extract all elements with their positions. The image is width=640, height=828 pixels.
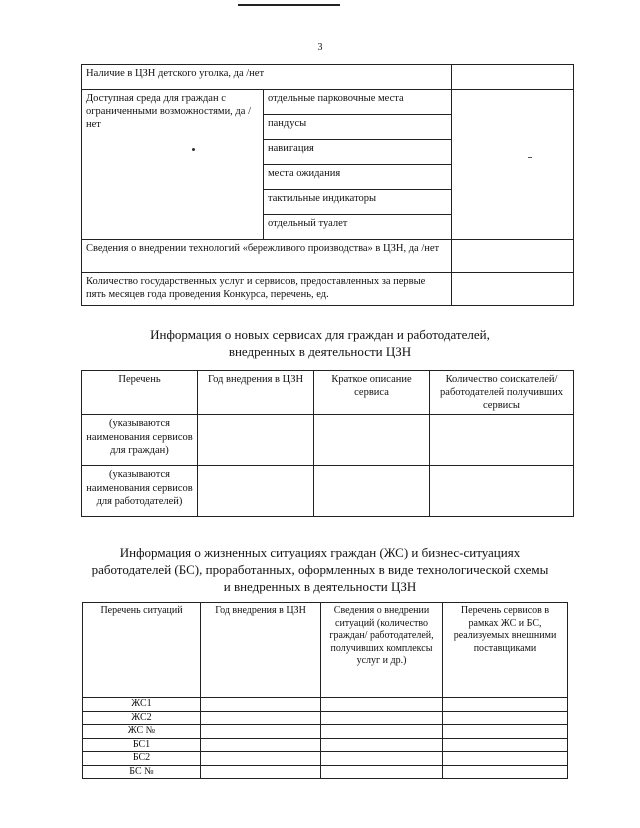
- table-cell: [201, 711, 321, 725]
- row-label: (указываются наименования сервисов для граждан): [82, 415, 198, 466]
- answer-cell: [452, 90, 574, 240]
- heading-line: работодателей (БС), проработанных, оформленных в виде технологической схемы: [91, 562, 549, 577]
- table-row: [82, 273, 574, 306]
- sub-item: места ожидания: [264, 165, 452, 190]
- table-cell: [443, 738, 568, 752]
- scan-speck: [192, 148, 195, 151]
- table-row: [83, 765, 568, 779]
- table-row: [82, 90, 574, 115]
- table-row: [83, 711, 568, 725]
- table-cell: [201, 752, 321, 766]
- table-cell: [198, 415, 314, 466]
- table-row: [83, 725, 568, 739]
- table-cell: [430, 415, 574, 466]
- sub-item: пандусы: [264, 115, 452, 140]
- heading-line: внедренных в деятельности ЦЗН: [228, 344, 412, 359]
- table-row: [83, 738, 568, 752]
- table-row: [82, 240, 574, 273]
- top-scan-line: [238, 4, 340, 6]
- table-row: [82, 466, 574, 517]
- table-cell: [201, 765, 321, 779]
- table-cell: [201, 725, 321, 739]
- center-features-table: [81, 64, 574, 306]
- row-label: ЖС №: [83, 725, 201, 739]
- row-label: БС2: [83, 752, 201, 766]
- table-cell: [321, 698, 443, 712]
- row-label: ЖС2: [83, 711, 201, 725]
- table-cell: [321, 765, 443, 779]
- row-label: БС №: [83, 765, 201, 779]
- table-header-row: [83, 603, 568, 698]
- heading-line: Информация о новых сервисах для граждан и работодателей,: [150, 327, 490, 342]
- table-header-row: [82, 371, 574, 415]
- table-cell: [443, 711, 568, 725]
- table-cell: [201, 698, 321, 712]
- column-header: Перечень ситуаций: [83, 603, 201, 698]
- heading-line: и внедренных в деятельности ЦЗН: [223, 579, 417, 594]
- row-label: Количество государственных услуг и сервисов, предоставленных за первые пять месяцев года проведения Конкурса, перечень, ед.: [82, 273, 452, 306]
- row-label: (указываются наименования сервисов для работодателей): [82, 466, 198, 517]
- table-cell: [321, 752, 443, 766]
- table-cell: [443, 698, 568, 712]
- sub-item: отдельный туалет: [264, 215, 452, 240]
- table-row: [83, 752, 568, 766]
- table-cell: [201, 738, 321, 752]
- sub-item: навигация: [264, 140, 452, 165]
- column-header: Количество соискателей/работодателей получивших сервисы: [430, 371, 574, 415]
- table-row: [82, 415, 574, 466]
- table-cell: [314, 415, 430, 466]
- column-header: Перечень: [82, 371, 198, 415]
- section2-heading: [0, 326, 640, 360]
- table-cell: [430, 466, 574, 517]
- row-label: Сведения о внедрении технологий «бережливого производства» в ЦЗН, да /нет: [82, 240, 452, 273]
- answer-cell: [452, 273, 574, 306]
- sub-item: тактильные индикаторы: [264, 190, 452, 215]
- situations-table: [82, 602, 568, 779]
- table-row: [82, 65, 574, 90]
- answer-cell: [452, 240, 574, 273]
- row-label: ЖС1: [83, 698, 201, 712]
- row-label: Наличие в ЦЗН детского уголка, да /нет: [82, 65, 452, 90]
- table-row: [83, 698, 568, 712]
- column-header: Сведения о внедрении ситуаций (количество граждан/ работодателей, получивших комплексы услуг и др.): [321, 603, 443, 698]
- column-header: Год внедрения в ЦЗН: [201, 603, 321, 698]
- column-header: Перечень сервисов в рамках ЖС и БС, реализуемых внешними поставщиками: [443, 603, 568, 698]
- row-label: БС1: [83, 738, 201, 752]
- table-cell: [443, 765, 568, 779]
- column-header: Краткое описание сервиса: [314, 371, 430, 415]
- table-cell: [443, 752, 568, 766]
- column-header: Год внедрения в ЦЗН: [198, 371, 314, 415]
- row-label: Доступная среда для граждан с ограниченными возможностями, да /нет: [82, 90, 264, 240]
- heading-line: Информация о жизненных ситуациях граждан (ЖС) и бизнес-ситуациях: [119, 545, 521, 560]
- table-cell: [443, 725, 568, 739]
- page-number: 3: [317, 42, 323, 53]
- table-cell: [321, 711, 443, 725]
- sub-item: отдельные парковочные места: [264, 90, 452, 115]
- section3-heading: [0, 544, 640, 595]
- table-cell: [314, 466, 430, 517]
- table-cell: [321, 738, 443, 752]
- new-services-table: [81, 370, 574, 517]
- answer-cell: [452, 65, 574, 90]
- table-cell: [198, 466, 314, 517]
- scan-speck: [528, 157, 532, 158]
- table-cell: [321, 725, 443, 739]
